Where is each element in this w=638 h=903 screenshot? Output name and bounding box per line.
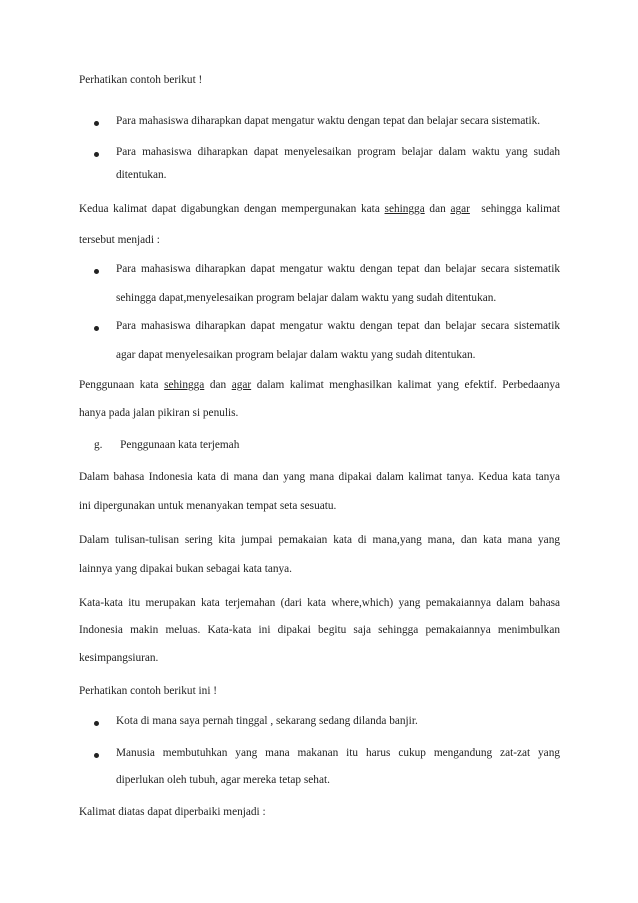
list-item: Para mahasiswa diharapkan dapat menyelesaikan program belajar dalam waktu yang sudah <box>116 146 560 158</box>
paragraph-intro: Perhatikan contoh berikut ini ! <box>79 685 218 697</box>
list-item: Para mahasiswa diharapkan dapat mengatur waktu dengan tepat dan belajar secara sistematik <box>116 320 560 332</box>
list-item: Kota di mana saya pernah tinggal , sekarang sedang dilanda banjir. <box>116 715 418 727</box>
paragraph-intro: Kalimat diatas dapat diperbaiki menjadi : <box>79 806 266 818</box>
underlined-word: agar <box>231 379 252 391</box>
bullet-icon <box>94 269 99 274</box>
paragraph-combine: Kedua kalimat dapat digabungkan dengan mempergunakan kata sehingga dan agar sehingga kalimat <box>79 203 561 215</box>
bullet-icon <box>94 721 99 726</box>
paragraph-continuation: lainnya yang dipakai bukan sebagai kata tanya. <box>79 563 292 575</box>
section-title: Penggunaan kata terjemah <box>120 439 240 451</box>
list-item: Manusia membutuhkan yang mana makanan itu harus cukup mengandung zat-zat yang <box>116 747 560 759</box>
underlined-word: agar <box>450 203 470 215</box>
list-item: Para mahasiswa diharapkan dapat mengatur waktu dengan tepat dan belajar secara sistematik. <box>116 115 541 127</box>
paragraph: Dalam tulisan-tulisan sering kita jumpai pemakaian kata di mana,yang mana, dan kata mana yang <box>79 534 560 546</box>
paragraph-intro: Perhatikan contoh berikut ! <box>79 74 203 86</box>
underlined-word: sehingga <box>384 203 425 215</box>
list-item-continuation: sehingga dapat,menyelesaikan program belajar dalam waktu yang sudah ditentukan. <box>116 292 497 304</box>
list-item-continuation: diperlukan oleh tubuh, agar mereka tetap sehat. <box>116 774 330 786</box>
paragraph: Dalam bahasa Indonesia kata di mana dan yang mana dipakai dalam kalimat tanya. Kedua kata tanya <box>79 471 560 483</box>
bullet-icon <box>94 753 99 758</box>
list-item: Para mahasiswa diharapkan dapat mengatur waktu dengan tepat dan belajar secara sistematik <box>116 263 560 275</box>
paragraph-continuation: ini dipergunakan untuk menanyakan tempat seta sesuatu. <box>79 500 337 512</box>
paragraph-continuation: kesimpangsiuran. <box>79 652 159 664</box>
section-heading <box>94 437 394 453</box>
paragraph-usage-continuation: hanya pada jalan pikiran si penulis. <box>79 407 239 419</box>
bullet-icon <box>94 326 99 331</box>
paragraph-continuation: Indonesia makin meluas. Kata-kata ini dipakai begitu saja sehingga pemakaiannya menimbulkan <box>79 624 560 636</box>
section-marker: g. <box>94 439 103 451</box>
list-item-continuation: agar dapat menyelesaikan program belajar dalam waktu yang sudah ditentukan. <box>116 349 476 361</box>
paragraph: Kata-kata itu merupakan kata terjemahan (dari kata where,which) yang pemakaiannya dalam bahasa <box>79 597 560 609</box>
bullet-icon <box>94 121 99 126</box>
underlined-word: sehingga <box>164 379 205 391</box>
paragraph-combine-continuation: tersebut menjadi : <box>79 234 160 246</box>
paragraph-usage: Penggunaan kata sehingga dan agar dalam kalimat menghasilkan kalimat yang efektif. Perbedaanya <box>79 379 561 391</box>
bullet-icon <box>94 152 99 157</box>
list-item-continuation: ditentukan. <box>116 169 167 181</box>
